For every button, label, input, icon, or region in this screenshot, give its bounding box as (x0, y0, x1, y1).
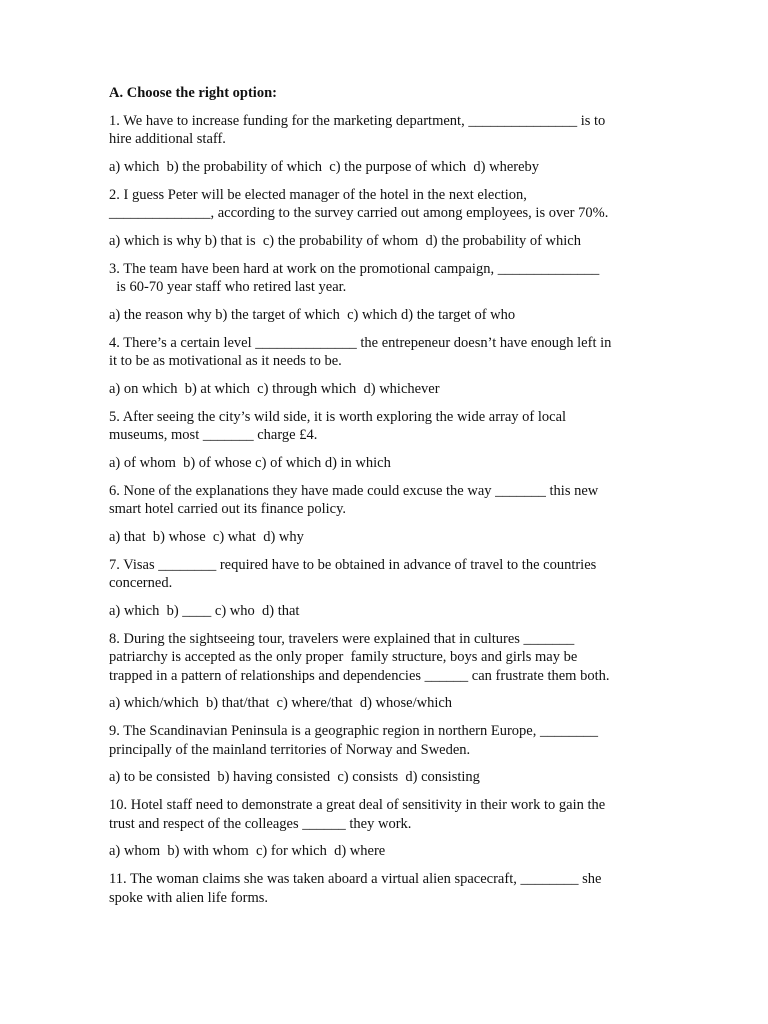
question-text-line: trapped in a pattern of relationships and dependencies ______ can frustrate them both. (109, 667, 610, 684)
document-page (109, 84, 654, 916)
answer-options: a) which b) the probability of which c) the purpose of which d) whereby (109, 158, 540, 175)
question-text-line: 5. After seeing the city’s wild side, it is worth exploring the wide array of local (109, 408, 567, 425)
question-3 (109, 260, 654, 297)
answer-options: a) on which b) at which c) through which d) whichever (109, 380, 440, 397)
question-text-line: spoke with alien life forms. (109, 889, 269, 906)
question-text-line: 1. We have to increase funding for the marketing department, _______________ is to (109, 112, 606, 129)
question-text-line: it to be as motivational as it needs to be. (109, 353, 342, 369)
question-7 (109, 556, 654, 593)
question-text-line: trust and respect of the colleages ______ they work. (109, 815, 412, 832)
question-text-line: patriarchy is accepted as the only proper family structure, boys and girls may be (109, 649, 578, 665)
question-text-line: 7. Visas ________ required have to be obtained in advance of travel to the countries (109, 556, 597, 573)
question-text-line: 9. The Scandinavian Peninsula is a geographic region in northern Europe, ________ (109, 723, 598, 739)
question-11 (109, 870, 654, 907)
question-text-line: museums, most _______ charge £4. (109, 427, 318, 443)
question-text-line: 3. The team have been hard at work on the promotional campaign, ______________ (109, 260, 600, 277)
question-text-line: 11. The woman claims she was taken aboard a virtual alien spacecraft, ________ she (109, 871, 602, 887)
question-text-line: ______________, according to the survey carried out among employees, is over 70%. (109, 205, 609, 221)
answer-options: a) which b) ____ c) who d) that (109, 602, 300, 619)
question-8 (109, 630, 654, 686)
question-text-line: 4. There’s a certain level ______________ the entrepeneur doesn’t have enough left in (109, 334, 612, 351)
question-text-line: 6. None of the explanations they have made could excuse the way _______ this new (109, 482, 599, 499)
question-2 (109, 186, 654, 223)
question-text-line: 10. Hotel staff need to demonstrate a great deal of sensitivity in their work to gain the (109, 797, 606, 813)
answer-options: a) of whom b) of whose c) of which d) in which (109, 454, 391, 471)
question-9 (109, 722, 654, 759)
question-10 (109, 796, 654, 833)
question-text-line: 2. I guess Peter will be elected manager of the hotel in the next election, (109, 186, 527, 203)
answer-options: a) which/which b) that/that c) where/that d) whose/which (109, 695, 453, 711)
answer-options: a) that b) whose c) what d) why (109, 528, 304, 545)
answer-options: a) to be consisted b) having consisted c) consists d) consisting (109, 769, 480, 785)
question-text-line: is 60-70 year staff who retired last year. (109, 279, 347, 295)
question-text-line: concerned. (109, 575, 173, 591)
question-text-line: hire additional staff. (109, 131, 226, 147)
question-4 (109, 334, 654, 371)
answer-options: a) whom b) with whom c) for which d) where (109, 843, 386, 859)
question-1 (109, 112, 654, 149)
question-5 (109, 408, 654, 445)
question-text-line: principally of the mainland territories of Norway and Sweden. (109, 741, 471, 758)
question-6 (109, 482, 654, 519)
section-heading: A. Choose the right option: (109, 85, 277, 101)
question-text-line: 8. During the sightseeing tour, travelers were explained that in cultures _______ (109, 630, 575, 647)
question-text-line: smart hotel carried out its finance policy. (109, 501, 347, 517)
answer-options: a) the reason why b) the target of which c) which d) the target of who (109, 306, 516, 323)
answer-options: a) which is why b) that is c) the probability of whom d) the probability of which (109, 232, 581, 249)
question-list (109, 112, 654, 908)
